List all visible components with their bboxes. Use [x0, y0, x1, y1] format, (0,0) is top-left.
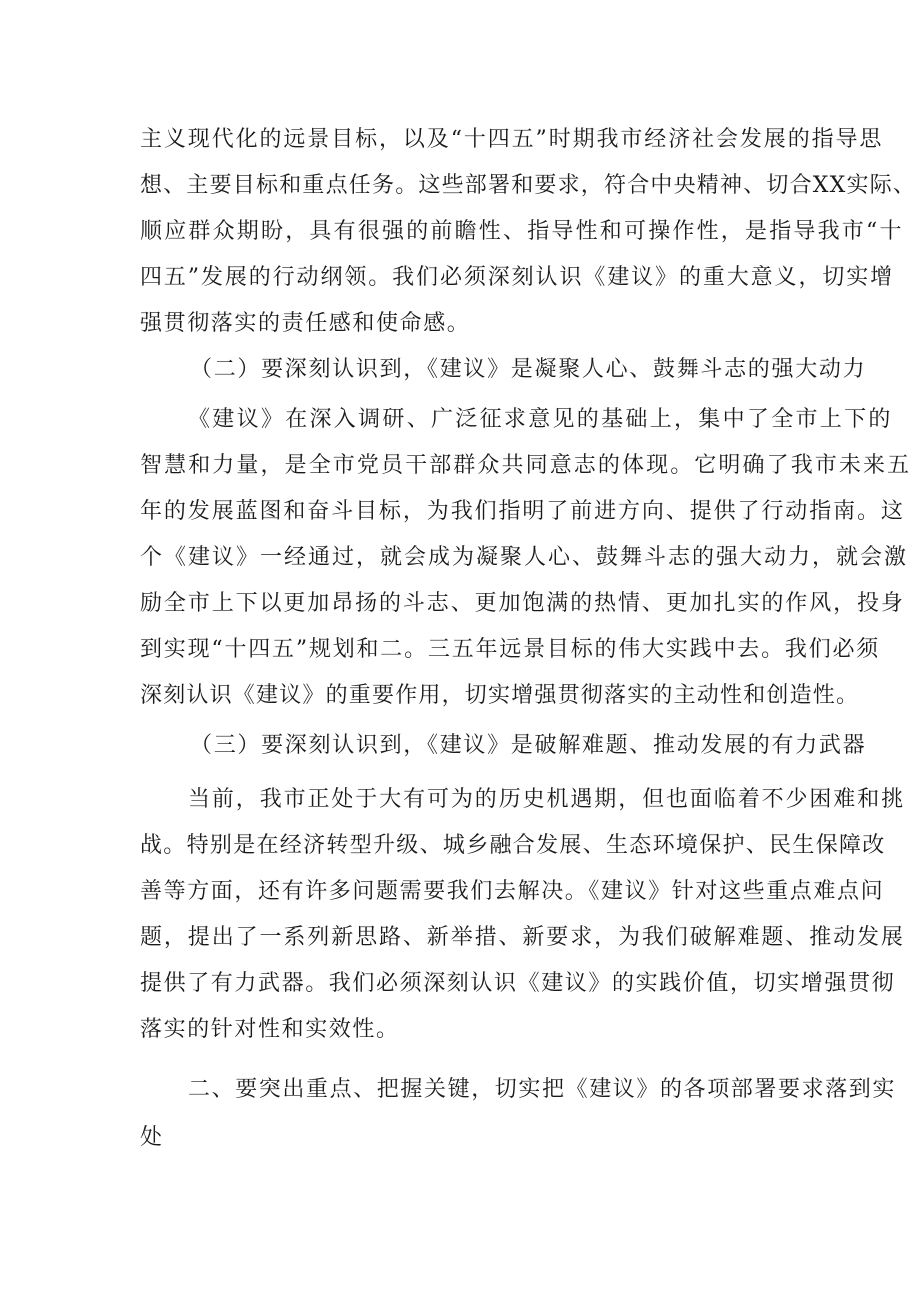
body-line: 到实现“十四五”规划和二。三五年远景目标的伟大实践中去。我们必须 — [140, 637, 881, 662]
body-line: 强贯彻落实的责任感和使命感。 — [140, 311, 471, 336]
body-line: 《建议》在深入调研、广泛征求意见的基础上，集中了全市上下的 — [188, 407, 893, 432]
body-line: 四五”发展的行动纲领。我们必须深刻认识《建议》的重大意义，切实增 — [140, 265, 895, 290]
body-line: 战。特别是在经济转型升级、城乡融合发展、生态环境保护、民生保障改 — [140, 833, 886, 858]
body-line: 善等方面，还有许多问题需要我们去解决。《建议》针对这些重点难点问 — [140, 879, 885, 904]
body-line: 当前，我市正处于大有可为的历史机遇期，但也面临着不少困难和挑 — [188, 787, 906, 812]
body-line: 想、主要目标和重点任务。这些部署和要求，符合中央精神、切合XX实际、 — [140, 173, 917, 198]
body-line: 题，提出了一系列新思路、新举措、新要求，为我们破解难题、推动发展 — [140, 925, 905, 950]
section-heading-two-cont: 处 — [140, 1125, 163, 1150]
section-heading-two: 二、要突出重点、把握关键，切实把《建议》的各项部署要求落到实 — [188, 1077, 897, 1102]
body-line: 个《建议》一经通过，就会成为凝聚人心、鼓舞斗志的强大动力，就会激 — [140, 545, 909, 570]
body-line: 提供了有力武器。我们必须深刻认识《建议》的实践价值，切实增强贯彻 — [140, 971, 896, 996]
body-line: 深刻认识《建议》的重要作用，切实增强贯彻落实的主动性和创造性。 — [140, 683, 860, 708]
body-line: 智慧和力量，是全市党员干部群众共同意志的体现。它明确了我市未来五 — [140, 453, 912, 478]
body-line: 顺应群众期盼，具有很强的前瞻性、指导性和可操作性，是指导我市“十 — [140, 219, 904, 244]
body-line: 主义现代化的远景目标，以及“十四五”时期我市经济社会发展的指导思 — [140, 127, 884, 152]
body-line: 年的发展蓝图和奋斗目标，为我们指明了前进方向、提供了行动指南。这 — [140, 499, 905, 524]
section-heading-3: （三）要深刻认识到，《建议》是破解难题、推动发展的有力武器 — [190, 733, 867, 758]
body-line: 落实的针对性和实效性。 — [140, 1017, 400, 1042]
body-line: 励全市上下以更加昂扬的斗志、更加饱满的热情、更加扎实的作风，投身 — [140, 591, 905, 616]
section-heading-2: （二）要深刻认识到，《建议》是凝聚人心、鼓舞斗志的强大动力 — [190, 357, 867, 382]
